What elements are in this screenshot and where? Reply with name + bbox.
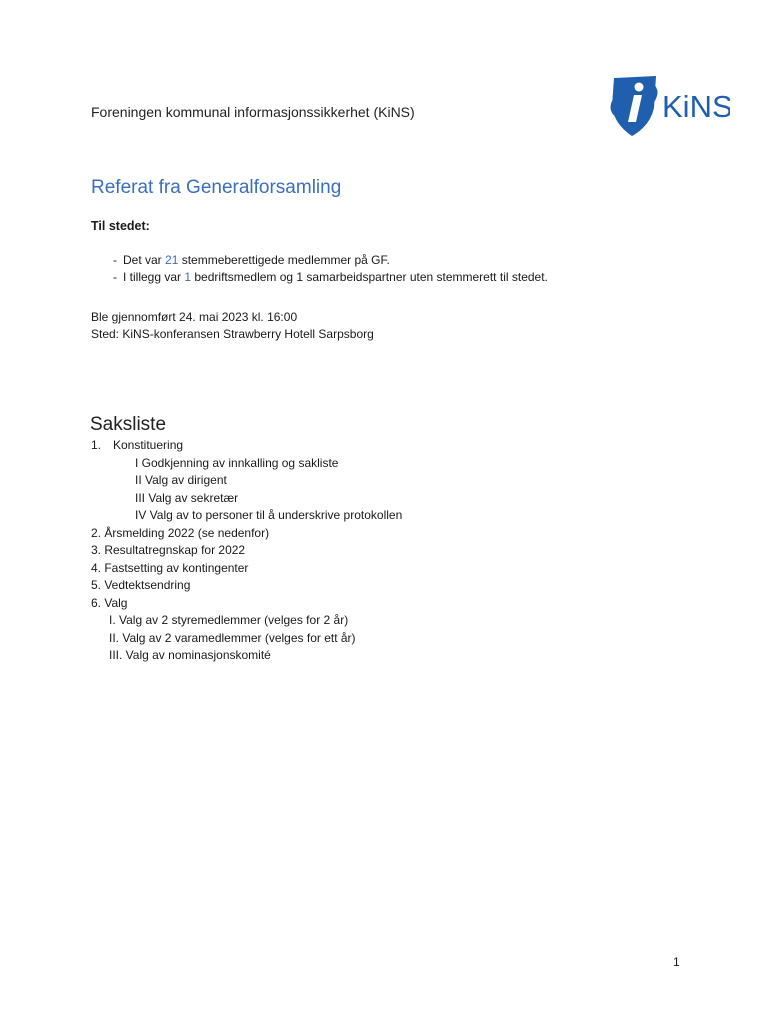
agenda-subitem: I Godkjenning av innkalling og sakliste xyxy=(135,455,339,470)
kins-logo xyxy=(608,70,730,140)
agenda-subitem: III. Valg av nominasjonskomité xyxy=(109,648,271,662)
agenda-list xyxy=(91,437,402,665)
attendance-text: I tillegg var xyxy=(123,270,185,284)
agenda-item: 3. Resultatregnskap for 2022 xyxy=(91,543,246,557)
document-title: Referat fra Generalforsamling xyxy=(91,177,342,198)
agenda-item: 4. Fastsetting av kontingenter xyxy=(91,560,249,575)
attendance-item xyxy=(91,269,548,286)
agenda-item: 6. Valg xyxy=(91,595,128,610)
attendance-text: bedriftsmedlem og 1 samarbeidspartner uten stemmerett til stedet. xyxy=(191,270,548,284)
attendance-text: Det var xyxy=(123,253,166,267)
agenda-item: 5. Vedtektsendring xyxy=(91,578,191,592)
attendance-list xyxy=(91,252,548,286)
dash-bullet: - xyxy=(113,253,117,267)
attendance-item xyxy=(91,252,548,269)
meeting-info xyxy=(91,309,374,343)
kins-logo-icon xyxy=(608,70,730,140)
page-number: 1 xyxy=(673,955,680,969)
agenda-item: 1. Konstituering xyxy=(91,438,184,452)
agenda-title: Saksliste xyxy=(90,414,167,435)
agenda-subitem: I. Valg av 2 styremedlemmer (velges for 2 år) xyxy=(109,613,349,627)
meeting-place: Sted: KiNS-konferansen Strawberry Hotell Sarpsborg xyxy=(91,327,374,341)
dash-bullet: - xyxy=(113,270,117,284)
agenda-subitem: IV Valg av to personer til å underskrive protokollen xyxy=(135,508,403,522)
attendance-text: stemmeberettigede medlemmer på GF. xyxy=(178,253,390,267)
attendance-count: 21 xyxy=(165,253,179,267)
meeting-time: Ble gjennomført 24. mai 2023 kl. 16:00 xyxy=(91,310,298,324)
agenda-item: 2. Årsmelding 2022 (se nedenfor) xyxy=(91,525,270,540)
agenda-subitem: II Valg av dirigent xyxy=(135,473,227,487)
agenda-subitem: II. Valg av 2 varamedlemmer (velges for ett år) xyxy=(109,630,356,645)
logo-text: KiNS xyxy=(662,89,730,124)
attendance-count: 1 xyxy=(184,270,192,284)
organization-name: Foreningen kommunal informasjonssikkerhet (KiNS) xyxy=(91,104,415,120)
attendance-heading: Til stedet: xyxy=(91,219,150,233)
agenda-subitem: III Valg av sekretær xyxy=(135,490,239,505)
